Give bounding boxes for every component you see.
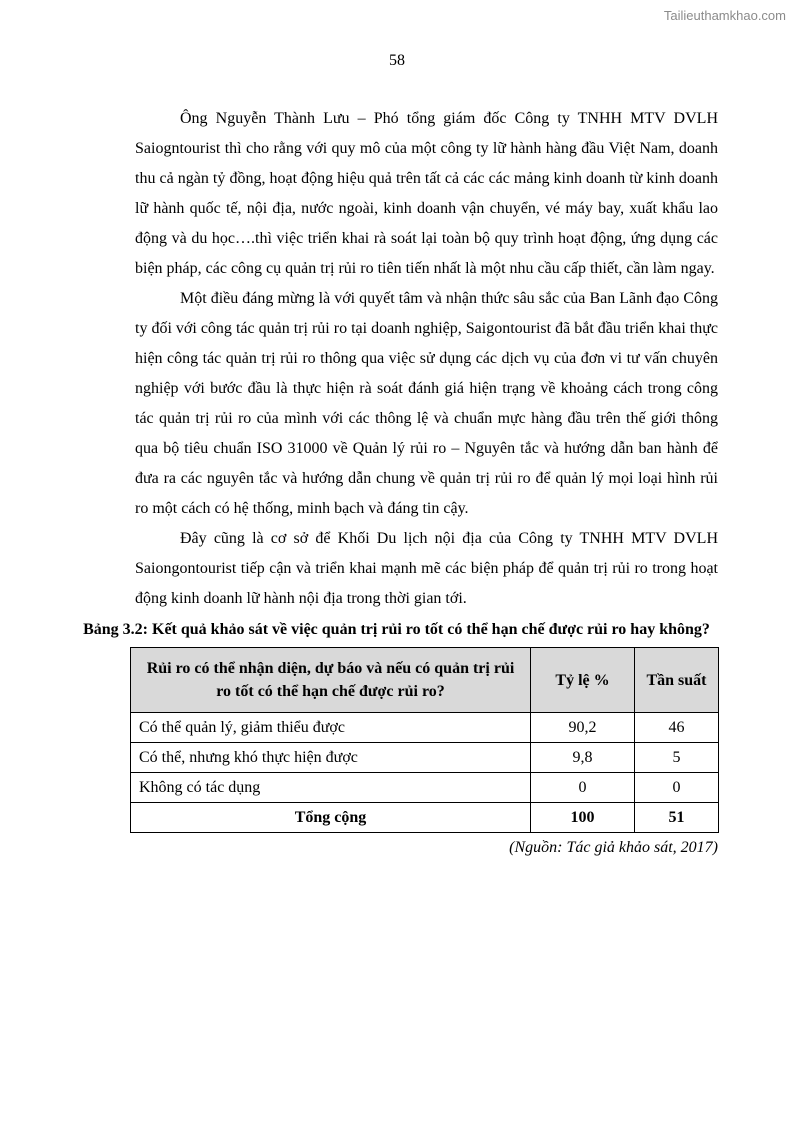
column-header-criteria: Rủi ro có thể nhận diện, dự báo và nếu có quản trị rủi ro tốt có thể hạn chế được rủi ro?	[131, 648, 531, 713]
column-header-frequency: Tần suất	[635, 648, 719, 713]
page-number: 58	[389, 52, 405, 69]
table-row	[131, 713, 719, 743]
row-rate: 90,2	[531, 713, 635, 743]
table-total-row	[131, 803, 719, 833]
row-label: Có thể quản lý, giảm thiểu được	[131, 713, 531, 743]
row-label: Có thể, nhưng khó thực hiện được	[131, 743, 531, 773]
paragraph-2: Một điều đáng mừng là với quyết tâm và nhận thức sâu sắc của Ban Lãnh đạo Công ty đối với công tác quản trị rủi ro tại doanh nghiệp, Saigontourist đã bắt đầu triển khai thực hiện công tác quản trị rủi ro thông qua việc sử dụng các dịch vụ của đơn vi tư vấn chuyên nghiệp với bước đầu là thực hiện rà soát đánh giá hiện trạng về khoảng cách trong công tác quản trị rủi ro của mình với các thông lệ và chuẩn mực hàng đầu trên thế giới thông qua bộ tiêu chuẩn ISO 31000 về Quản lý rủi ro – Nguyên tắc và hướng dẫn ban hành để đưa ra các nguyên tắc và hướng dẫn chung về quản trị rủi ro để quản lý mọi loại hình rủi ro một cách có hệ thống, minh bạch và đáng tin cậy.	[135, 290, 718, 517]
row-frequency: 46	[635, 713, 719, 743]
table-header-row	[131, 648, 719, 713]
column-header-rate: Tỷ lệ %	[531, 648, 635, 713]
table-source-note: (Nguồn: Tác giả khảo sát, 2017)	[509, 839, 718, 856]
row-frequency: 5	[635, 743, 719, 773]
total-label: Tổng cộng	[131, 803, 531, 833]
watermark-text: Tailieuthamkhao.com	[663, 8, 786, 23]
table-row	[131, 773, 719, 803]
total-rate: 100	[531, 803, 635, 833]
row-frequency: 0	[635, 773, 719, 803]
table-row	[131, 743, 719, 773]
paragraph-1: Ông Nguyễn Thành Lưu – Phó tổng giám đốc Công ty TNHH MTV DVLH Saiogntourist thì cho rằng với quy mô của một công ty lữ hành hàng đầu Việt Nam, doanh thu cả ngàn tỷ đồng, hoạt động hiệu quả trên tất cả các các mảng kinh doanh từ kinh doanh lữ hành quốc tế, nội địa, nước ngoài, kinh doanh vận chuyển, vé máy bay, xuất khẩu lao động và du học….thì việc triển khai rà soát lại toàn bộ quy trình hoạt động, ứng dụng các biện pháp, các công cụ quản trị rủi ro tiên tiến nhất là một nhu cầu cấp thiết, cần làm ngay.	[135, 110, 718, 277]
row-rate: 9,8	[531, 743, 635, 773]
page-content	[75, 104, 718, 860]
paragraph-3: Đây cũng là cơ sở để Khối Du lịch nội địa của Công ty TNHH MTV DVLH Saiongontourist tiếp cận và triển khai mạnh mẽ các biện pháp để quản trị rủi ro trong hoạt động kinh doanh lữ hành nội địa trong thời gian tới.	[135, 530, 718, 607]
row-label: Không có tác dụng	[131, 773, 531, 803]
survey-table	[130, 647, 719, 833]
table-caption: Bảng 3.2: Kết quả khảo sát về việc quản trị rủi ro tốt có thể hạn chế được rủi ro hay không?	[83, 621, 710, 638]
row-rate: 0	[531, 773, 635, 803]
total-frequency: 51	[635, 803, 719, 833]
